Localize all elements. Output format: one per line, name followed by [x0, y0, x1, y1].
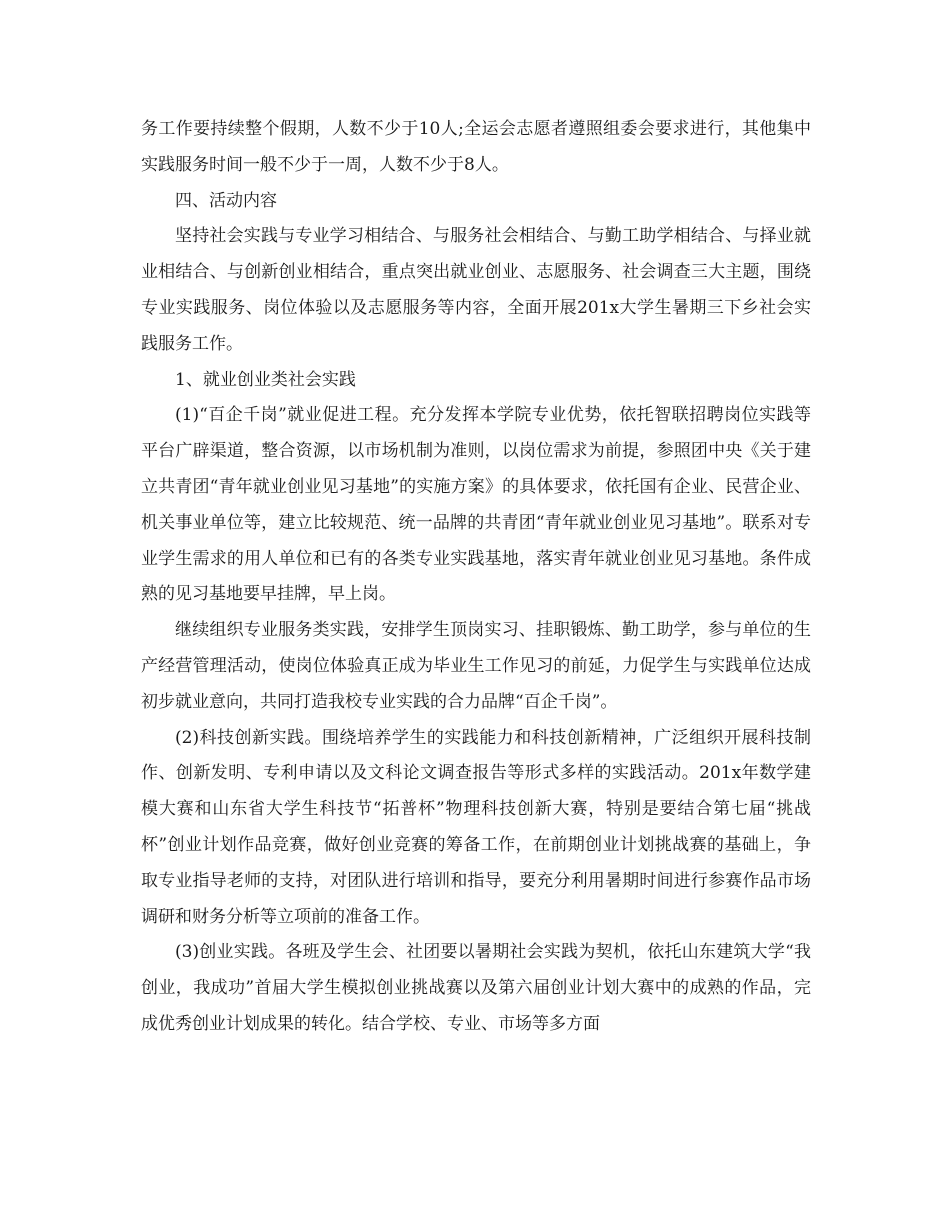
paragraph-hundred-enterprises: (1)“百企千岗”就业促进工程。充分发挥本学院专业优势，依托智联招聘岗位实践等平台广辟渠道，整合资源，以市场机制为准则，以岗位需求为前提，参照团中央《关于建立共青团“青年就业创业见习基地”的实施方案》的具体要求，依托国有企业、民营企业、机关事业单位等，建立比较规范、统一品牌的共青团“青年就业创业见习基地”。联系对专业学生需求的用人单位和已有的各类专业实践基地，落实青年就业创业见习基地。条件成熟的见习基地要早挂牌，早上岗。	[141, 405, 811, 605]
section-heading-activity-content: 四、活动内容	[175, 190, 277, 211]
subheading-employment-practice: 1、就业创业类社会实践	[175, 369, 356, 390]
document-body	[141, 112, 811, 1043]
paragraph-volunteer-duration: 务工作要持续整个假期，人数不少于10人;全运会志愿者遵照组委会要求进行，其他集中实践服务时间一般不少于一周，人数不少于8人。	[141, 119, 811, 175]
paragraph-activity-overview: 坚持社会实践与专业学习相结合、与服务社会相结合、与勤工助学相结合、与择业就业相结合、与创新创业相结合，重点突出就业创业、志愿服务、社会调查三大主题，围绕专业实践服务、岗位体验以及志愿服务等内容，全面开展201x大学生暑期三下乡社会实践服务工作。	[141, 226, 811, 354]
paragraph-tech-innovation: (2)科技创新实践。围绕培养学生的实践能力和科技创新精神，广泛组织开展科技制作、创新发明、专利申请以及文科论文调查报告等形式多样的实践活动。201x年数学建模大赛和山东省大学生科技节“拓普杯”物理科技创新大赛，特别是要结合第七届“挑战杯”创业计划作品竞赛，做好创业竞赛的筹备工作，在前期创业计划挑战赛的基础上，争取专业指导老师的支持，对团队进行培训和指导，要充分利用暑期时间进行参赛作品市场调研和财务分析等立项前的准备工作。	[141, 727, 811, 927]
paragraph-entrepreneurship: (3)创业实践。各班及学生会、社团要以暑期社会实践为契机，依托山东建筑大学“我创业，我成功”首届大学生模拟创业挑战赛以及第六届创业计划大赛中的成熟的作品，完成优秀创业计划成果的转化。结合学校、专业、市场等多方面	[141, 942, 811, 1034]
paragraph-professional-service: 继续组织专业服务类实践，安排学生顶岗实习、挂职锻炼、勤工助学，参与单位的生产经营管理活动，使岗位体验真正成为毕业生工作见习的前延，力促学生与实践单位达成初步就业意向，共同打造我校专业实践的合力品牌“百企千岗”。	[141, 620, 811, 712]
